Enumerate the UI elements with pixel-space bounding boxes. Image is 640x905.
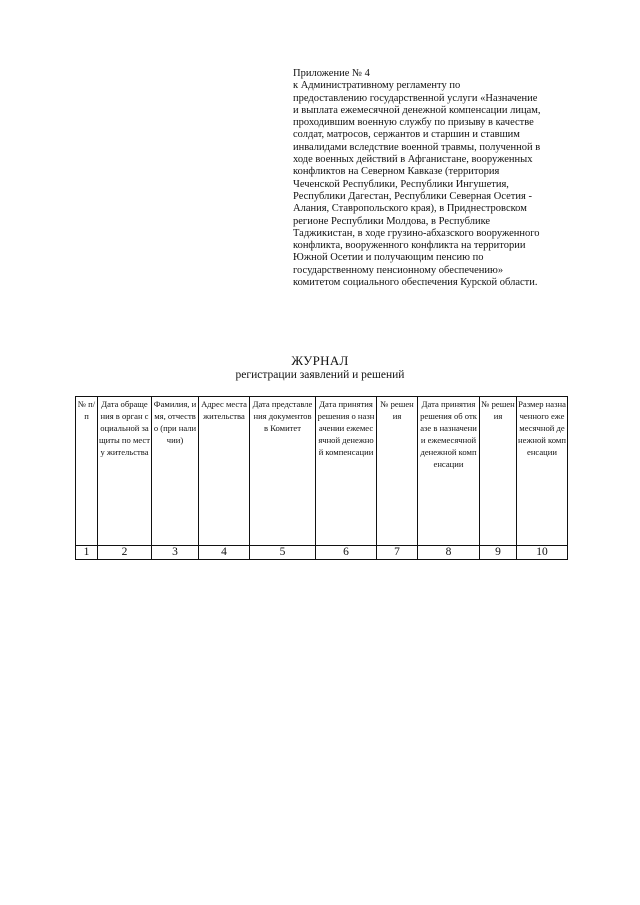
appendix-line: проходившим военную службу по призыву в качестве <box>293 117 534 129</box>
appendix-line: предоставлению государственной услуги «Назначение <box>293 92 538 104</box>
column-header-address: Адрес места жительства <box>199 397 250 546</box>
column-header-refusal-decision-date: Дата принятия решения об отказе в назначении ежемесячной денежной компенсации <box>418 397 480 546</box>
column-number-cell: 5 <box>250 546 316 560</box>
column-header-refusal-number: № решения <box>480 397 517 546</box>
column-number-cell: 1 <box>76 546 98 560</box>
column-header-number: № п/п <box>76 397 98 546</box>
column-header-compensation-amount: Размер назначенного ежемесячной денежной компенсации <box>517 397 568 546</box>
appendix-line: к Административному регламенту по <box>293 80 461 92</box>
appendix-line: Алания, Ставропольского края), в Приднестровском <box>293 203 527 215</box>
appendix-line: ходе военных действий в Афганистане, вооруженных <box>293 154 533 166</box>
appendix-line: Приложение № 4 <box>293 68 370 79</box>
appendix-line: Чеченской Республики, Республики Ингушетия, <box>293 178 509 190</box>
column-number-cell: 7 <box>377 546 418 560</box>
appendix-line: Республики Дагестан, Республики Северная Осетия - <box>293 190 532 202</box>
table-row <box>76 546 568 560</box>
appendix-line: регионе Республики Молдова, в Республике <box>293 215 491 227</box>
column-number-cell: 9 <box>480 546 517 560</box>
appendix-line: комитетом социального обеспечения Курской области. <box>293 277 538 289</box>
column-number-cell: 10 <box>517 546 568 560</box>
journal-title: ЖУРНАЛ <box>291 353 349 368</box>
column-header-application-date: Дата обращения в орган социальной защиты по месту жительства <box>98 397 152 546</box>
column-number-cell: 2 <box>98 546 152 560</box>
appendix-line: инвалидами вследствие военной травмы, полученной в <box>293 141 541 153</box>
journal-subtitle: регистрации заявлений и решений <box>235 369 405 381</box>
column-header-assignment-decision-date: Дата принятия решения о назначении ежемесячной денежной компенсации <box>316 397 377 546</box>
registration-journal-table <box>75 396 568 560</box>
appendix-line: государственному пенсионному обеспечению» <box>293 264 504 276</box>
column-header-documents-date: Дата представления документов в Комитет <box>250 397 316 546</box>
column-number-cell: 6 <box>316 546 377 560</box>
appendix-line: Южной Осетии и получающим пенсию по <box>293 252 484 264</box>
column-number-cell: 4 <box>199 546 250 560</box>
appendix-line: конфликтов на Северном Кавказе (территория <box>293 166 500 178</box>
appendix-note <box>293 68 593 289</box>
table-header-row <box>76 397 568 546</box>
appendix-line: солдат, матросов, сержантов и старшин и ставшим <box>293 129 520 141</box>
appendix-line: Таджикистан, в ходе грузино-абхазского вооруженного <box>293 227 540 239</box>
appendix-line: конфликта, вооруженного конфликта на территории <box>293 240 526 252</box>
column-header-full-name: Фамилия, имя, отчество (при наличии) <box>152 397 199 546</box>
column-number-cell: 8 <box>418 546 480 560</box>
column-number-cell: 3 <box>152 546 199 560</box>
column-header-decision-number: № решения <box>377 397 418 546</box>
appendix-line: и выплата ежемесячной денежной компенсации лицам, <box>293 104 541 116</box>
